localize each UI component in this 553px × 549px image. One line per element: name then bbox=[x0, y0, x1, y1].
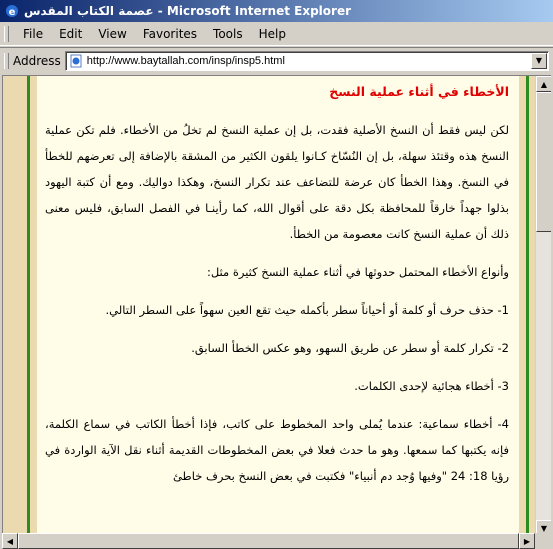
horizontal-scrollbar[interactable] bbox=[2, 533, 551, 549]
address-url[interactable]: http://www.baytallah.com/insp/insp5.html bbox=[86, 54, 285, 67]
vertical-scroll-thumb[interactable] bbox=[536, 92, 551, 232]
paragraph: لكن ليس فقط أن النسخ الأصلية فقدت، بل إن عملية النسخ لم تخلُ من الأخطاء. فلم تكن عملية النسخ هذه وقتئذ سهلة، بل إن النُسّاخ كـانوا يلقون الكثير من المشقة بالإضافة إلى تعرضهم للخطأ في النسخ. وهذا الخطأ كان عرضة للتضاعف عند تكرار النسخ، وهكذا دواليك. ومع أن كتبة اليهود بذلوا جهداً خارقاً للمحافظة بكل دقة على أقوال الله، كما رأينـا في الفصل السابق، فليس معنى ذلك أن عملية النسخ كانت معصومة من الخطأ. bbox=[45, 123, 509, 241]
svg-text:e: e bbox=[8, 7, 16, 18]
menu-help[interactable]: Help bbox=[258, 26, 286, 41]
menu-edit[interactable]: Edit bbox=[59, 26, 83, 41]
scroll-left-icon[interactable]: ◀ bbox=[2, 533, 18, 549]
paragraph: 2- تكرار كلمة أو سطر عن طريق السهو، وهو عكس الخطأ السابق. bbox=[191, 341, 509, 355]
ie-icon bbox=[4, 3, 20, 19]
page-icon bbox=[69, 54, 83, 68]
paragraph: 3- أخطاء هجائية لإحدى الكلمات. bbox=[354, 379, 509, 393]
address-bar bbox=[0, 47, 553, 73]
scroll-right-icon[interactable]: ▶ bbox=[519, 533, 535, 549]
menu-file[interactable]: File bbox=[23, 26, 44, 41]
title-bar bbox=[0, 0, 553, 22]
page-content bbox=[37, 76, 519, 535]
menu-favorites[interactable]: Favorites bbox=[142, 26, 198, 41]
paragraph: 1- حذف حرف أو كلمة أو أحياناً سطر بأكمله حيث تقع العين سهواً على السطر التالي. bbox=[105, 303, 509, 317]
address-dropdown-icon[interactable]: ▼ bbox=[531, 53, 547, 69]
paragraph: 4- أخطاء سماعية: عندما يُملى واحد المخطوط على كاتب، فإذا أخطأ الكاتب في سماع الكلمة، فإنه يكتبها كما سمعها. وهو ما حدث فعلا في بعض المخطوطات القديمة أثناء نقل الآية الواردة في رؤيا 18: 24 "وفيها وُجد دم أنبياء" فكتبت في بعض النسخ بحرف خاطئ bbox=[45, 417, 509, 483]
paragraph: وأنواع الأخطاء المحتمل حدوثها في أثناء عملية النسخ كثيرة مثل: bbox=[206, 265, 509, 279]
scroll-up-icon[interactable]: ▲ bbox=[536, 76, 551, 92]
menu-tools[interactable]: Tools bbox=[213, 26, 243, 41]
menu-view[interactable]: View bbox=[98, 26, 127, 41]
window-title: عصمة الكتاب المقدس - Microsoft Internet Explorer bbox=[24, 4, 352, 18]
toolbar-grip[interactable] bbox=[4, 26, 9, 42]
left-border-strip bbox=[3, 76, 30, 535]
page-heading: الأخطاء في أثناء عملية النسخ bbox=[329, 84, 509, 99]
menu-bar bbox=[0, 22, 553, 46]
page-viewport bbox=[2, 75, 551, 535]
toolbar-grip[interactable] bbox=[4, 53, 9, 69]
scroll-down-icon[interactable]: ▼ bbox=[536, 520, 551, 535]
vertical-scrollbar[interactable] bbox=[535, 76, 551, 535]
scroll-corner bbox=[535, 533, 551, 549]
address-label: Address bbox=[13, 53, 61, 68]
horizontal-scroll-thumb[interactable] bbox=[18, 533, 519, 549]
address-field[interactable] bbox=[65, 51, 549, 71]
